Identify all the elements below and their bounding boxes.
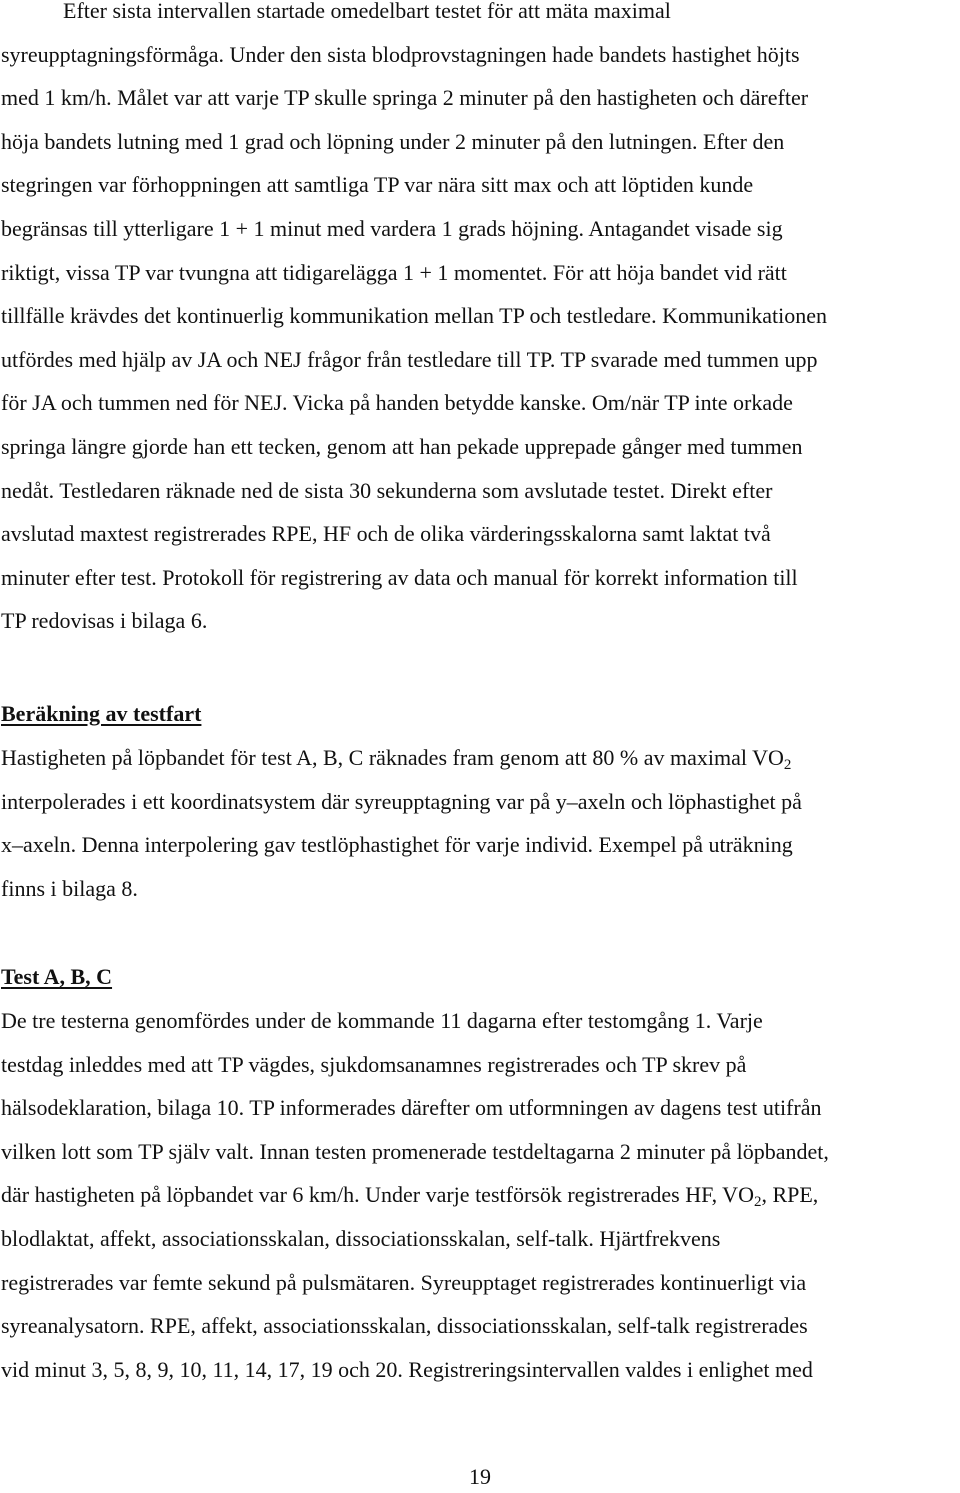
text-segment: , RPE, — [761, 1182, 819, 1208]
text-line: syreanalysatorn. RPE, affekt, associationsskalan, dissociationsskalan, self-talk registrerades — [1, 1313, 808, 1339]
text-line: för JA och tummen ned för NEJ. Vicka på handen betydde kanske. Om/när TP inte orkade — [1, 390, 793, 416]
test-abc-paragraph — [1, 999, 958, 1391]
text-line: registrerades var femte sekund på pulsmätaren. Syreupptaget registrerades kontinuerligt via — [1, 1269, 807, 1295]
intro-paragraph — [1, 0, 958, 643]
text-line — [1, 1173, 958, 1217]
text-line: med 1 km/h. Målet var att varje TP skulle springa 2 minuter på den hastigheten och därefter — [1, 85, 809, 111]
text-line: avslutad maxtest registrerades RPE, HF och de olika värderingsskalorna samt laktat två — [1, 521, 771, 547]
text-line: begränsas till ytterligare 1 + 1 minut med vardera 1 grads höjning. Antagandet visade sig — [1, 215, 783, 241]
text-line: syreupptagningsförmåga. Under den sista blodprovstagningen hade bandets hastighet höjts — [1, 41, 800, 67]
text-line: x–axeln. Denna interpolering gav testlöphastighet för varje individ. Exempel på uträkning — [1, 832, 793, 858]
subscript: 2 — [783, 757, 792, 773]
text-line: utfördes med hjälp av JA och NEJ frågor från testledare till TP. TP svarade med tummen upp — [1, 346, 818, 372]
text-segment: där hastigheten på löpbandet var 6 km/h. Under varje testförsök registrerades HF, VO — [1, 1182, 754, 1208]
text-line — [1, 736, 958, 780]
text-line: vid minut 3, 5, 8, 9, 10, 11, 14, 17, 19 och 20. Registreringsintervallen valdes i enlighet med — [1, 1356, 813, 1382]
testfart-paragraph — [1, 736, 958, 910]
text-line: testdag inleddes med att TP vägdes, sjukdomsanamnes registrerades och TP skrev på — [1, 1051, 747, 1077]
section-heading-test-abc: Test A, B, C — [1, 964, 113, 989]
text-line: stegringen var förhoppningen att samtliga TP var nära sitt max och att löptiden kunde — [1, 172, 754, 198]
page-number: 19 — [469, 1464, 491, 1489]
text-line: De tre testerna genomfördes under de kommande 11 dagarna efter testomgång 1. Varje — [1, 1008, 763, 1033]
section-heading-testfart: Beräkning av testfart — [1, 701, 202, 726]
text-line: riktigt, vissa TP var tvungna att tidigarelägga 1 + 1 momentet. För att höja bandet vid rätt — [1, 259, 787, 285]
text-line: höja bandets lutning med 1 grad och löpning under 2 minuter på den lutningen. Efter den — [1, 128, 785, 154]
text-line: blodlaktat, affekt, associationsskalan, dissociationsskalan, self-talk. Hjärtfrekvens — [1, 1225, 721, 1251]
text-line: Efter sista intervallen startade omedelbart testet för att mäta maximal — [63, 0, 671, 23]
subscript: 2 — [753, 1194, 762, 1211]
text-line: tillfälle krävdes det kontinuerlig kommunikation mellan TP och testledare. Kommunikationen — [1, 303, 828, 329]
text-line: minuter efter test. Protokoll för registrering av data och manual för korrekt information till — [1, 564, 798, 590]
text-line: interpolerades i ett koordinatsystem där syreupptagning var på y–axeln och löphastighet på — [1, 788, 802, 814]
text-line: springa längre gjorde han ett tecken, genom att han pekade upprepade gånger med tummen — [1, 433, 803, 459]
text-line: hälsodeklaration, bilaga 10. TP informerades därefter om utformningen av dagens test utifrån — [1, 1095, 822, 1121]
text-line: TP redovisas i bilaga 6. — [1, 608, 208, 634]
text-line: finns i bilaga 8. — [1, 875, 138, 901]
text-line: vilken lott som TP själv valt. Innan testen promenerade testdeltagarna 2 minuter på löpbandet, — [1, 1138, 829, 1164]
text-segment: Hastigheten på löpbandet för test A, B, C räknades fram genom att 80 % av maximal VO — [1, 745, 784, 770]
text-line: nedåt. Testledaren räknade ned de sista 30 sekunderna som avslutade testet. Direkt efter — [1, 477, 773, 503]
